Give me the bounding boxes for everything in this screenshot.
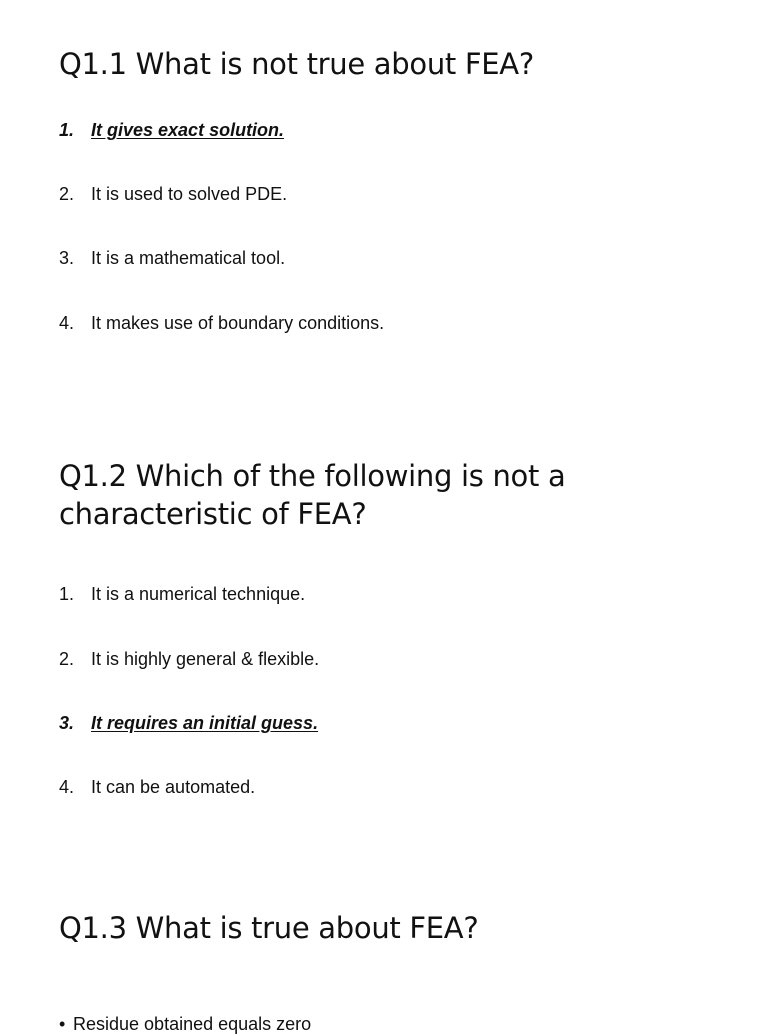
answer-option <box>59 246 719 270</box>
question-title <box>59 457 739 533</box>
question-title: Q1.1 What is not true about FEA? <box>59 47 534 81</box>
answer-option <box>59 647 719 671</box>
question-title-line-2: characteristic of FEA? <box>59 497 367 531</box>
option-number: 2. <box>59 649 75 669</box>
answer-option-correct <box>59 118 719 142</box>
option-number: 3. <box>59 248 75 268</box>
option-text: It makes use of boundary conditions. <box>91 313 385 333</box>
bullet-mark: • <box>59 1014 66 1034</box>
option-number: 2. <box>59 184 75 204</box>
answer-option <box>59 182 719 206</box>
option-text: It is highly general & flexible. <box>91 649 320 669</box>
bullet-text: Residue obtained equals zero <box>73 1014 312 1034</box>
question-title: Q1.3 What is true about FEA? <box>59 911 479 945</box>
option-number: 3. <box>59 713 75 733</box>
question-1-1 <box>59 45 739 333</box>
option-number: 1. <box>59 120 75 140</box>
option-text: It is a mathematical tool. <box>91 248 286 268</box>
answer-option <box>59 775 719 799</box>
option-text: It is used to solved PDE. <box>91 184 288 204</box>
option-number: 4. <box>59 313 75 333</box>
question-1-3 <box>59 909 739 1034</box>
option-text: It gives exact solution. <box>91 120 285 140</box>
option-text: It can be automated. <box>91 777 256 797</box>
option-number: 1. <box>59 584 75 604</box>
option-number: 4. <box>59 777 75 797</box>
answer-option <box>59 582 719 606</box>
answer-option-correct <box>59 711 719 735</box>
answer-option <box>59 311 719 335</box>
option-text: It requires an initial guess. <box>91 713 319 733</box>
option-text: It is a numerical technique. <box>91 584 306 604</box>
question-1-2 <box>59 457 739 797</box>
question-title-line-1: Q1.2 Which of the following is not a <box>59 459 566 493</box>
